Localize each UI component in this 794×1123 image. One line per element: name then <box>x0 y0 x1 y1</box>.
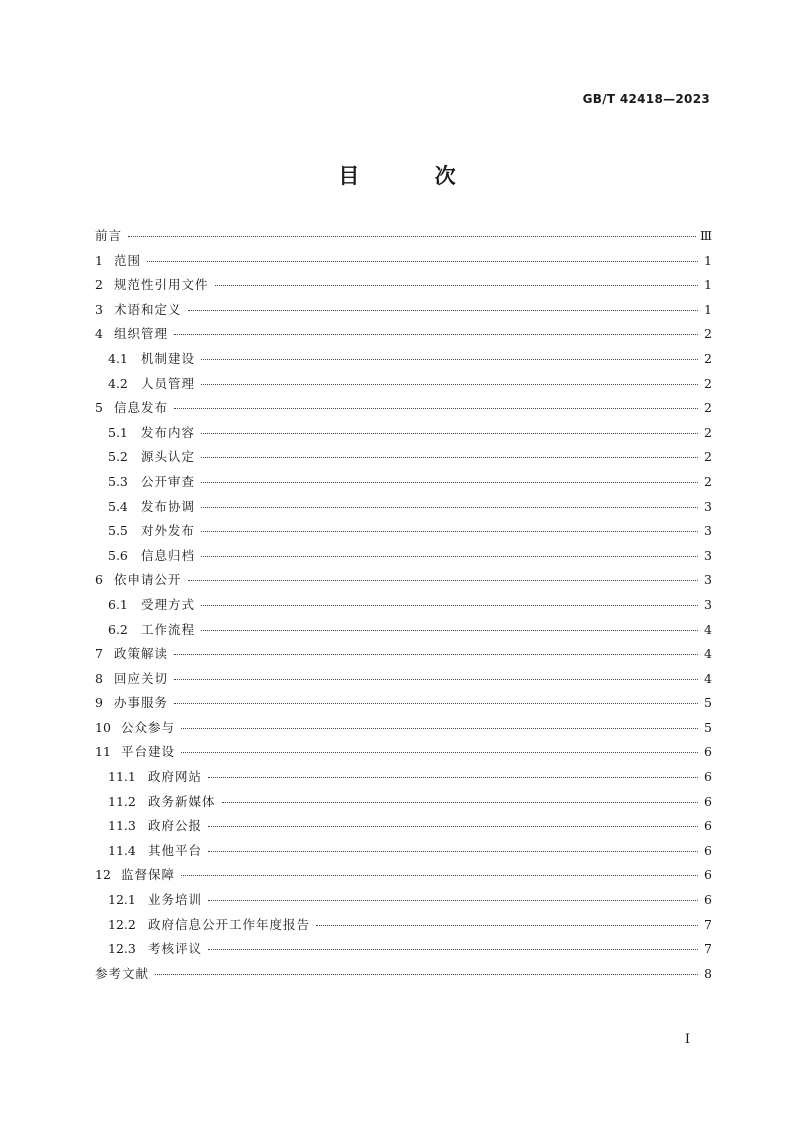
toc-entry[interactable] <box>95 251 712 276</box>
dot-leader <box>174 679 698 680</box>
toc-entry-label: 政务新媒体 <box>148 793 216 809</box>
toc-entry-page: 2 <box>704 350 712 366</box>
toc-entry-number: 4 <box>95 326 103 342</box>
toc-entry-label: 对外发布 <box>141 523 196 539</box>
toc-entry-label: 受理方式 <box>141 596 196 612</box>
toc-entry-page: 5 <box>704 695 712 711</box>
toc-entry-number: 4.2 <box>108 375 128 391</box>
dot-leader <box>222 802 698 803</box>
dot-leader <box>208 851 698 852</box>
dot-leader <box>181 728 698 729</box>
dot-leader <box>188 310 698 311</box>
toc-entry[interactable] <box>95 472 712 497</box>
toc-entry-label: 其他平台 <box>148 842 203 858</box>
dot-leader <box>201 507 698 508</box>
toc-entry[interactable] <box>95 349 712 374</box>
toc-entry-page: 2 <box>704 473 712 489</box>
toc-entry-page: 8 <box>704 965 712 981</box>
toc-entry-number: 5.6 <box>108 547 128 563</box>
toc-entry-label: 公众参与 <box>121 719 176 735</box>
toc-entry-number: 2 <box>95 277 103 293</box>
toc-entry-page: 2 <box>704 326 712 342</box>
toc-entry-label: 办事服务 <box>114 695 169 711</box>
toc-entry-page: 4 <box>704 670 712 686</box>
toc-entry-number: 11.4 <box>108 842 136 858</box>
toc-entry[interactable] <box>95 423 712 448</box>
dot-leader <box>174 703 698 704</box>
page-title: 目 次 <box>338 164 490 188</box>
toc-entry-number: 5.4 <box>108 498 128 514</box>
toc-entry-number: 11.3 <box>108 818 136 834</box>
toc-entry-label: 发布内容 <box>141 424 196 440</box>
table-of-contents <box>95 226 712 988</box>
toc-entry-label: 术语和定义 <box>114 301 182 317</box>
toc-entry-number: 9 <box>95 695 103 711</box>
toc-entry-label: 发布协调 <box>141 498 196 514</box>
toc-entry-label: 信息归档 <box>141 547 196 563</box>
toc-entry-label: 公开审查 <box>141 473 196 489</box>
toc-entry-page: 5 <box>704 719 712 735</box>
toc-entry[interactable] <box>95 644 712 669</box>
toc-entry-label: 工作流程 <box>141 621 196 637</box>
dot-leader <box>201 531 698 532</box>
dot-leader <box>155 974 698 975</box>
toc-entry[interactable] <box>95 939 712 964</box>
dot-leader <box>181 752 698 753</box>
dot-leader <box>147 261 698 262</box>
toc-entry[interactable] <box>95 275 712 300</box>
toc-entry[interactable] <box>95 374 712 399</box>
toc-entry[interactable] <box>95 521 712 546</box>
toc-entry-label: 监督保障 <box>121 867 176 883</box>
toc-entry-number: 12.1 <box>108 892 136 908</box>
toc-entry[interactable] <box>95 742 712 767</box>
toc-entry-page: 3 <box>704 523 712 539</box>
toc-entry-number: 6.1 <box>108 596 128 612</box>
toc-entry-label: 信息发布 <box>114 400 169 416</box>
toc-entry[interactable] <box>95 890 712 915</box>
toc-entry-page: 2 <box>704 449 712 465</box>
dot-leader <box>201 605 698 606</box>
toc-entry-label: 范围 <box>114 252 142 268</box>
toc-entry-label: 政府公报 <box>148 818 203 834</box>
toc-entry-page: 3 <box>704 547 712 563</box>
toc-entry[interactable] <box>95 447 712 472</box>
toc-entry[interactable] <box>95 570 712 595</box>
dot-leader <box>201 630 698 631</box>
toc-entry-label: 平台建设 <box>121 744 176 760</box>
dot-leader <box>174 334 698 335</box>
dot-leader <box>201 384 698 385</box>
standard-code: GB/T 42418—2023 <box>582 92 710 106</box>
dot-leader <box>201 457 698 458</box>
dot-leader <box>208 826 698 827</box>
dot-leader <box>201 433 698 434</box>
dot-leader <box>128 236 696 237</box>
dot-leader <box>201 556 698 557</box>
toc-entry-page: 1 <box>704 301 712 317</box>
dot-leader <box>208 900 698 901</box>
toc-entry-number: 7 <box>95 646 103 662</box>
dot-leader <box>208 949 698 950</box>
toc-entry-label: 考核评议 <box>148 941 203 957</box>
toc-entry[interactable] <box>95 398 712 423</box>
toc-entry[interactable] <box>95 767 712 792</box>
toc-entry[interactable] <box>95 669 712 694</box>
toc-entry-page: 6 <box>704 867 712 883</box>
toc-entry-label: 参考文献 <box>95 965 150 981</box>
toc-entry-page: 2 <box>704 400 712 416</box>
dot-leader <box>181 875 698 876</box>
toc-entry-label: 机制建设 <box>141 350 196 366</box>
dot-leader <box>201 359 698 360</box>
toc-entry-page: 3 <box>704 596 712 612</box>
toc-entry-number: 5 <box>95 400 103 416</box>
toc-entry[interactable] <box>95 915 712 940</box>
toc-entry-number: 8 <box>95 670 103 686</box>
toc-entry-number: 5.5 <box>108 523 128 539</box>
toc-entry-number: 5.2 <box>108 449 128 465</box>
toc-entry-number: 12.2 <box>108 916 136 932</box>
toc-entry[interactable] <box>95 841 712 866</box>
toc-entry-page: 2 <box>704 424 712 440</box>
toc-entry-label: 源头认定 <box>141 449 196 465</box>
toc-entry-page: 6 <box>704 842 712 858</box>
toc-entry-page: 7 <box>704 916 712 932</box>
toc-entry-number: 11.1 <box>108 769 136 785</box>
dot-leader <box>201 482 698 483</box>
toc-entry[interactable] <box>95 324 712 349</box>
toc-entry-label: 政府信息公开工作年度报告 <box>148 916 311 932</box>
toc-entry-label: 政府网站 <box>148 769 203 785</box>
toc-entry-number: 11 <box>95 744 111 760</box>
dot-leader <box>208 777 698 778</box>
toc-entry[interactable] <box>95 718 712 743</box>
toc-entry-number: 3 <box>95 301 103 317</box>
toc-entry-label: 政策解读 <box>114 646 169 662</box>
toc-entry[interactable] <box>95 792 712 817</box>
toc-entry-number: 4.1 <box>108 350 128 366</box>
toc-entry-page: 1 <box>704 252 712 268</box>
toc-entry-label: 依申请公开 <box>114 572 182 588</box>
toc-entry-label: 业务培训 <box>148 892 203 908</box>
toc-entry-page: 6 <box>704 769 712 785</box>
toc-entry-page: 7 <box>704 941 712 957</box>
toc-entry-page: 6 <box>704 793 712 809</box>
toc-entry-number: 6 <box>95 572 103 588</box>
toc-entry-page: 4 <box>704 621 712 637</box>
toc-entry[interactable] <box>95 620 712 645</box>
toc-entry[interactable] <box>95 595 712 620</box>
toc-entry-label: 规范性引用文件 <box>114 277 209 293</box>
page-number: I <box>684 1032 690 1047</box>
toc-entry-number: 12 <box>95 867 111 883</box>
dot-leader <box>316 925 698 926</box>
toc-entry[interactable] <box>95 546 712 571</box>
toc-entry-number: 5.3 <box>108 473 128 489</box>
toc-entry[interactable] <box>95 300 712 325</box>
toc-entry-page: 3 <box>704 498 712 514</box>
dot-leader <box>174 654 698 655</box>
toc-entry-number: 12.3 <box>108 941 136 957</box>
toc-entry[interactable] <box>95 497 712 522</box>
toc-entry-page: 6 <box>704 818 712 834</box>
toc-entry[interactable] <box>95 964 712 989</box>
dot-leader <box>215 285 698 286</box>
toc-entry[interactable] <box>95 865 712 890</box>
toc-entry-page: 6 <box>704 744 712 760</box>
toc-entry-page: 6 <box>704 892 712 908</box>
toc-entry-page: 1 <box>704 277 712 293</box>
toc-entry[interactable] <box>95 693 712 718</box>
toc-entry-number: 6.2 <box>108 621 128 637</box>
toc-entry-label: 人员管理 <box>141 375 196 391</box>
toc-entry-page: 4 <box>704 646 712 662</box>
toc-entry-number: 11.2 <box>108 793 136 809</box>
toc-entry-page: Ⅲ <box>699 228 712 243</box>
toc-entry[interactable] <box>95 816 712 841</box>
toc-entry-page: 3 <box>704 572 712 588</box>
dot-leader <box>188 580 698 581</box>
toc-entry-number: 10 <box>95 719 111 735</box>
toc-entry-page: 2 <box>704 375 712 391</box>
dot-leader <box>174 408 698 409</box>
toc-entry-label: 回应关切 <box>114 670 169 686</box>
toc-entry-label: 组织管理 <box>114 326 169 342</box>
toc-entry-label: 前言 <box>95 228 123 243</box>
toc-entry-number: 1 <box>95 252 103 268</box>
toc-entry-number: 5.1 <box>108 424 128 440</box>
toc-entry[interactable] <box>95 226 712 251</box>
